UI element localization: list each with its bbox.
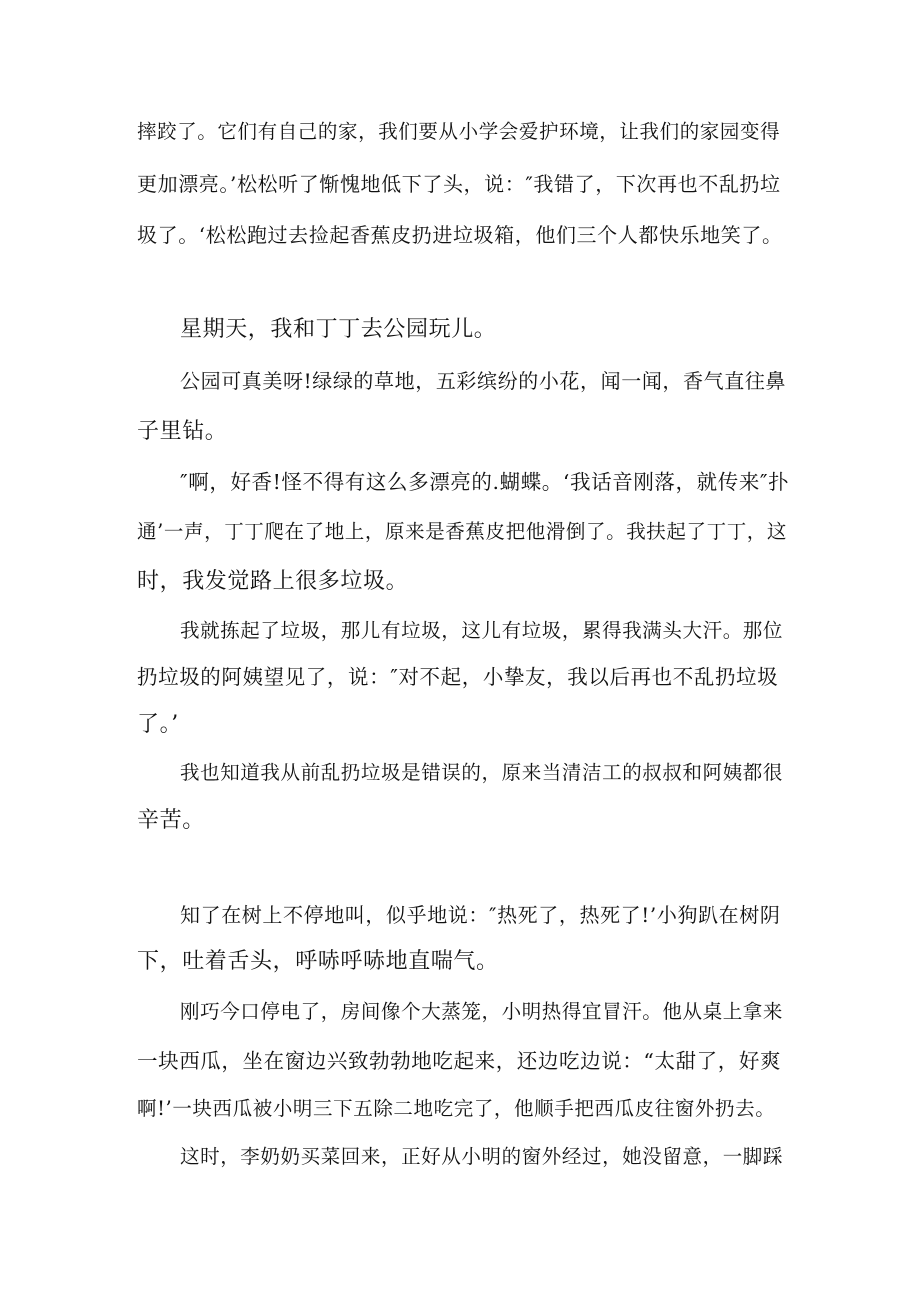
text-line: 扔垃圾的阿姨望见了，说：″对不起，小挚友，我以后再也不乱扔垃圾 xyxy=(137,665,779,689)
text-line: 星期天，我和丁丁去公园玩儿。 xyxy=(180,317,497,342)
text-line: 这时，李奶奶买菜回来，正好从小明的窗外经过，她没留意，一脚踩 xyxy=(180,1145,784,1168)
text-line: 我就拣起了垃圾，那儿有垃圾，这儿有垃圾，累得我满头大汗。那位 xyxy=(180,619,784,642)
text-line: 我也知道我从前乱扔垃圾是错误的，原来当清洁工的叔叔和阿姨都很 xyxy=(180,761,784,784)
text-line: 辛苦。 xyxy=(137,808,205,833)
text-line: 下，吐着舌头，呼哧呼哧地直喘气。 xyxy=(137,949,499,974)
text-line: 啊!’一块西瓜被小明三下五除二地吃完了，他顺手把西瓜皮往窗外扔去。 xyxy=(137,1097,776,1120)
text-line: 圾了。‘松松跑过去捡起香蕉皮扔进垃圾箱，他们三个人都快乐地笑了。 xyxy=(137,223,783,247)
text-line: 知了在树上不停地叫，似乎地说：″热死了，热死了!’小狗趴在树阴 xyxy=(180,903,781,927)
text-line: 通’一声，丁丁爬在了地上，原来是香蕉皮把他滑倒了。我扶起了丁丁，这 xyxy=(137,520,787,543)
text-line: 更加漂亮。’松松听了惭愧地低下了头，说：″我错了，下次再也不乱扔垃 xyxy=(137,172,781,196)
text-line: 时，我发觉路上很多垃圾。 xyxy=(137,569,409,594)
text-line: 了。’ xyxy=(137,712,179,737)
text-line: 一块西瓜，坐在窗边兴致勃勃地吃起来，还边吃边说：“太甜了，好爽 xyxy=(137,1049,782,1073)
text-line: ″啊，好香!怪不得有这么多漂亮的.蝴蝶。‘我话音刚落，就传来″扑 xyxy=(180,470,790,494)
text-line: 摔跤了。它们有自己的家，我们要从小学会爱护环境，让我们的家园变得 xyxy=(137,120,781,143)
text-line: 刚巧今口停电了，房间像个大蒸笼，小明热得宜冒汗。他从桌上拿来 xyxy=(180,1000,784,1023)
text-line: 子里钻。 xyxy=(137,419,228,444)
text-line: 公园可真美呀!绿绿的草地，五彩缤纷的小花，闻一闻，香气直往鼻 xyxy=(180,369,787,393)
